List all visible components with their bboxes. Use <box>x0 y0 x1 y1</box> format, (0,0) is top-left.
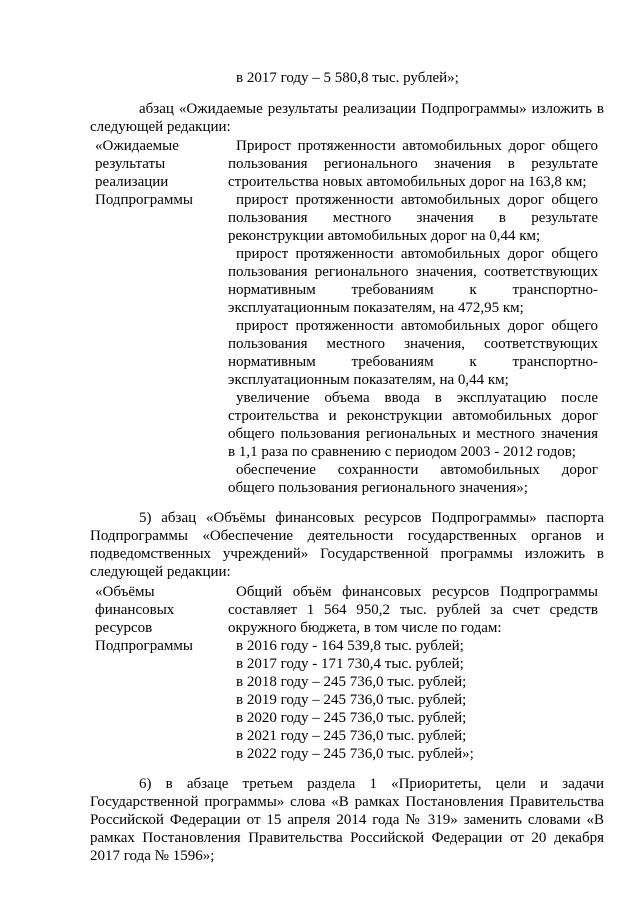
table1-content-line: реконструкции автомобильных дорог на 0,44 км; <box>228 228 541 244</box>
para6-line: рамках Постановления Правительства Российской Федерации от 20 декабря <box>90 830 604 846</box>
table1-content-line: пользования местного значения в результате <box>228 210 598 226</box>
para6-line: Государственной программы» слова «В рамках Постановления Правительства <box>90 794 604 810</box>
para5-line: следующей редакции: <box>90 564 231 580</box>
table2-content-line: Общий объём финансовых ресурсов Подпрограммы <box>236 584 598 600</box>
table1-content-line: увеличение объема ввода в эксплуатацию после <box>236 390 598 406</box>
para5-line: Подпрограммы «Обеспечение деятельности государственных органов и <box>90 528 604 544</box>
table2-year-line: в 2018 году – 245 736,0 тыс. рублей; <box>236 674 467 690</box>
table1-content-line: пользования регионального значения, соответствующих <box>228 264 598 280</box>
table1-content-line: прирост протяженности автомобильных дорог общего <box>236 318 598 334</box>
para-expected-line-2: следующей редакции: <box>90 119 231 135</box>
table2-label-line: Подпрограммы <box>95 638 193 654</box>
table1-label-line: «Ожидаемые <box>95 138 179 154</box>
table2-year-line: в 2021 году – 245 736,0 тыс. рублей; <box>236 728 467 744</box>
para6-line: 2017 года № 1596»; <box>90 848 215 864</box>
table1-content-line: эксплуатационным показателям, на 0,44 км; <box>228 372 509 388</box>
table1-content-line: в 1,1 раза по сравнению с периодом 2003 - 2012 годов; <box>228 444 576 460</box>
table1-content-line: Прирост протяженности автомобильных дорог общего <box>236 138 598 154</box>
intro-line: в 2017 году – 5 580,8 тыс. рублей»; <box>236 70 459 86</box>
table1-content-line: пользования регионального значения в результате <box>228 156 598 172</box>
table2-content-line: составляет 1 564 950,2 тыс. рублей за счет средств <box>228 602 598 618</box>
para5-line: 5) абзац «Объёмы финансовых ресурсов Подпрограммы» паспорта <box>139 510 604 526</box>
table2-year-line: в 2016 году - 164 539,8 тыс. рублей; <box>236 638 464 654</box>
table2-label-line: финансовых <box>95 602 175 618</box>
table1-content-line: пользования местного значения, соответствующих <box>228 336 598 352</box>
table1-content-line: обеспечение сохранности автомобильных дорог <box>236 462 598 478</box>
table2-year-line: в 2020 году – 245 736,0 тыс. рублей; <box>236 710 467 726</box>
table1-content-line: общего пользования региональных и местного значения <box>228 426 598 442</box>
table1-label-line: Подпрограммы <box>95 192 193 208</box>
table1-label-line: результаты <box>95 156 166 172</box>
table1-content-line: прирост протяженности автомобильных дорог общего <box>236 192 598 208</box>
table2-year-line: в 2017 году - 171 730,4 тыс. рублей; <box>236 656 464 672</box>
table2-year-line: в 2022 году – 245 736,0 тыс. рублей»; <box>236 746 474 762</box>
para6-line: 6) в абзаце третьем раздела 1 «Приоритеты, цели и задачи <box>139 776 604 792</box>
table1-content-line: нормативным требованиям к транспортно- <box>228 282 598 298</box>
table1-content-line: строительства новых автомобильных дорог на 163,8 км; <box>228 174 587 190</box>
table1-content-line: строительства и реконструкции автомобильных дорог <box>228 408 598 424</box>
para6-line: Российской Федерации от 15 апреля 2014 года № 319» заменить словами «В <box>90 812 604 828</box>
table2-year-line: в 2019 году – 245 736,0 тыс. рублей; <box>236 692 467 708</box>
table2-label-line: ресурсов <box>95 620 153 636</box>
table1-content-line: эксплуатационным показателям, на 472,95 км; <box>228 300 524 316</box>
para5-line: подведомственных учреждений» Государственной программы изложить в <box>90 546 604 562</box>
table1-label-line: реализации <box>95 174 169 190</box>
table2-label-line: «Объёмы <box>95 584 155 600</box>
para-expected-line-1: абзац «Ожидаемые результаты реализации Подпрограммы» изложить в <box>139 101 604 117</box>
table2-content-line: окружного бюджета, в том числе по годам: <box>228 620 502 636</box>
table1-content-line: общего пользования регионального значения»; <box>228 480 528 496</box>
table1-content-line: прирост протяженности автомобильных дорог общего <box>236 246 598 262</box>
table1-content-line: нормативным требованиям к транспортно- <box>228 354 598 370</box>
